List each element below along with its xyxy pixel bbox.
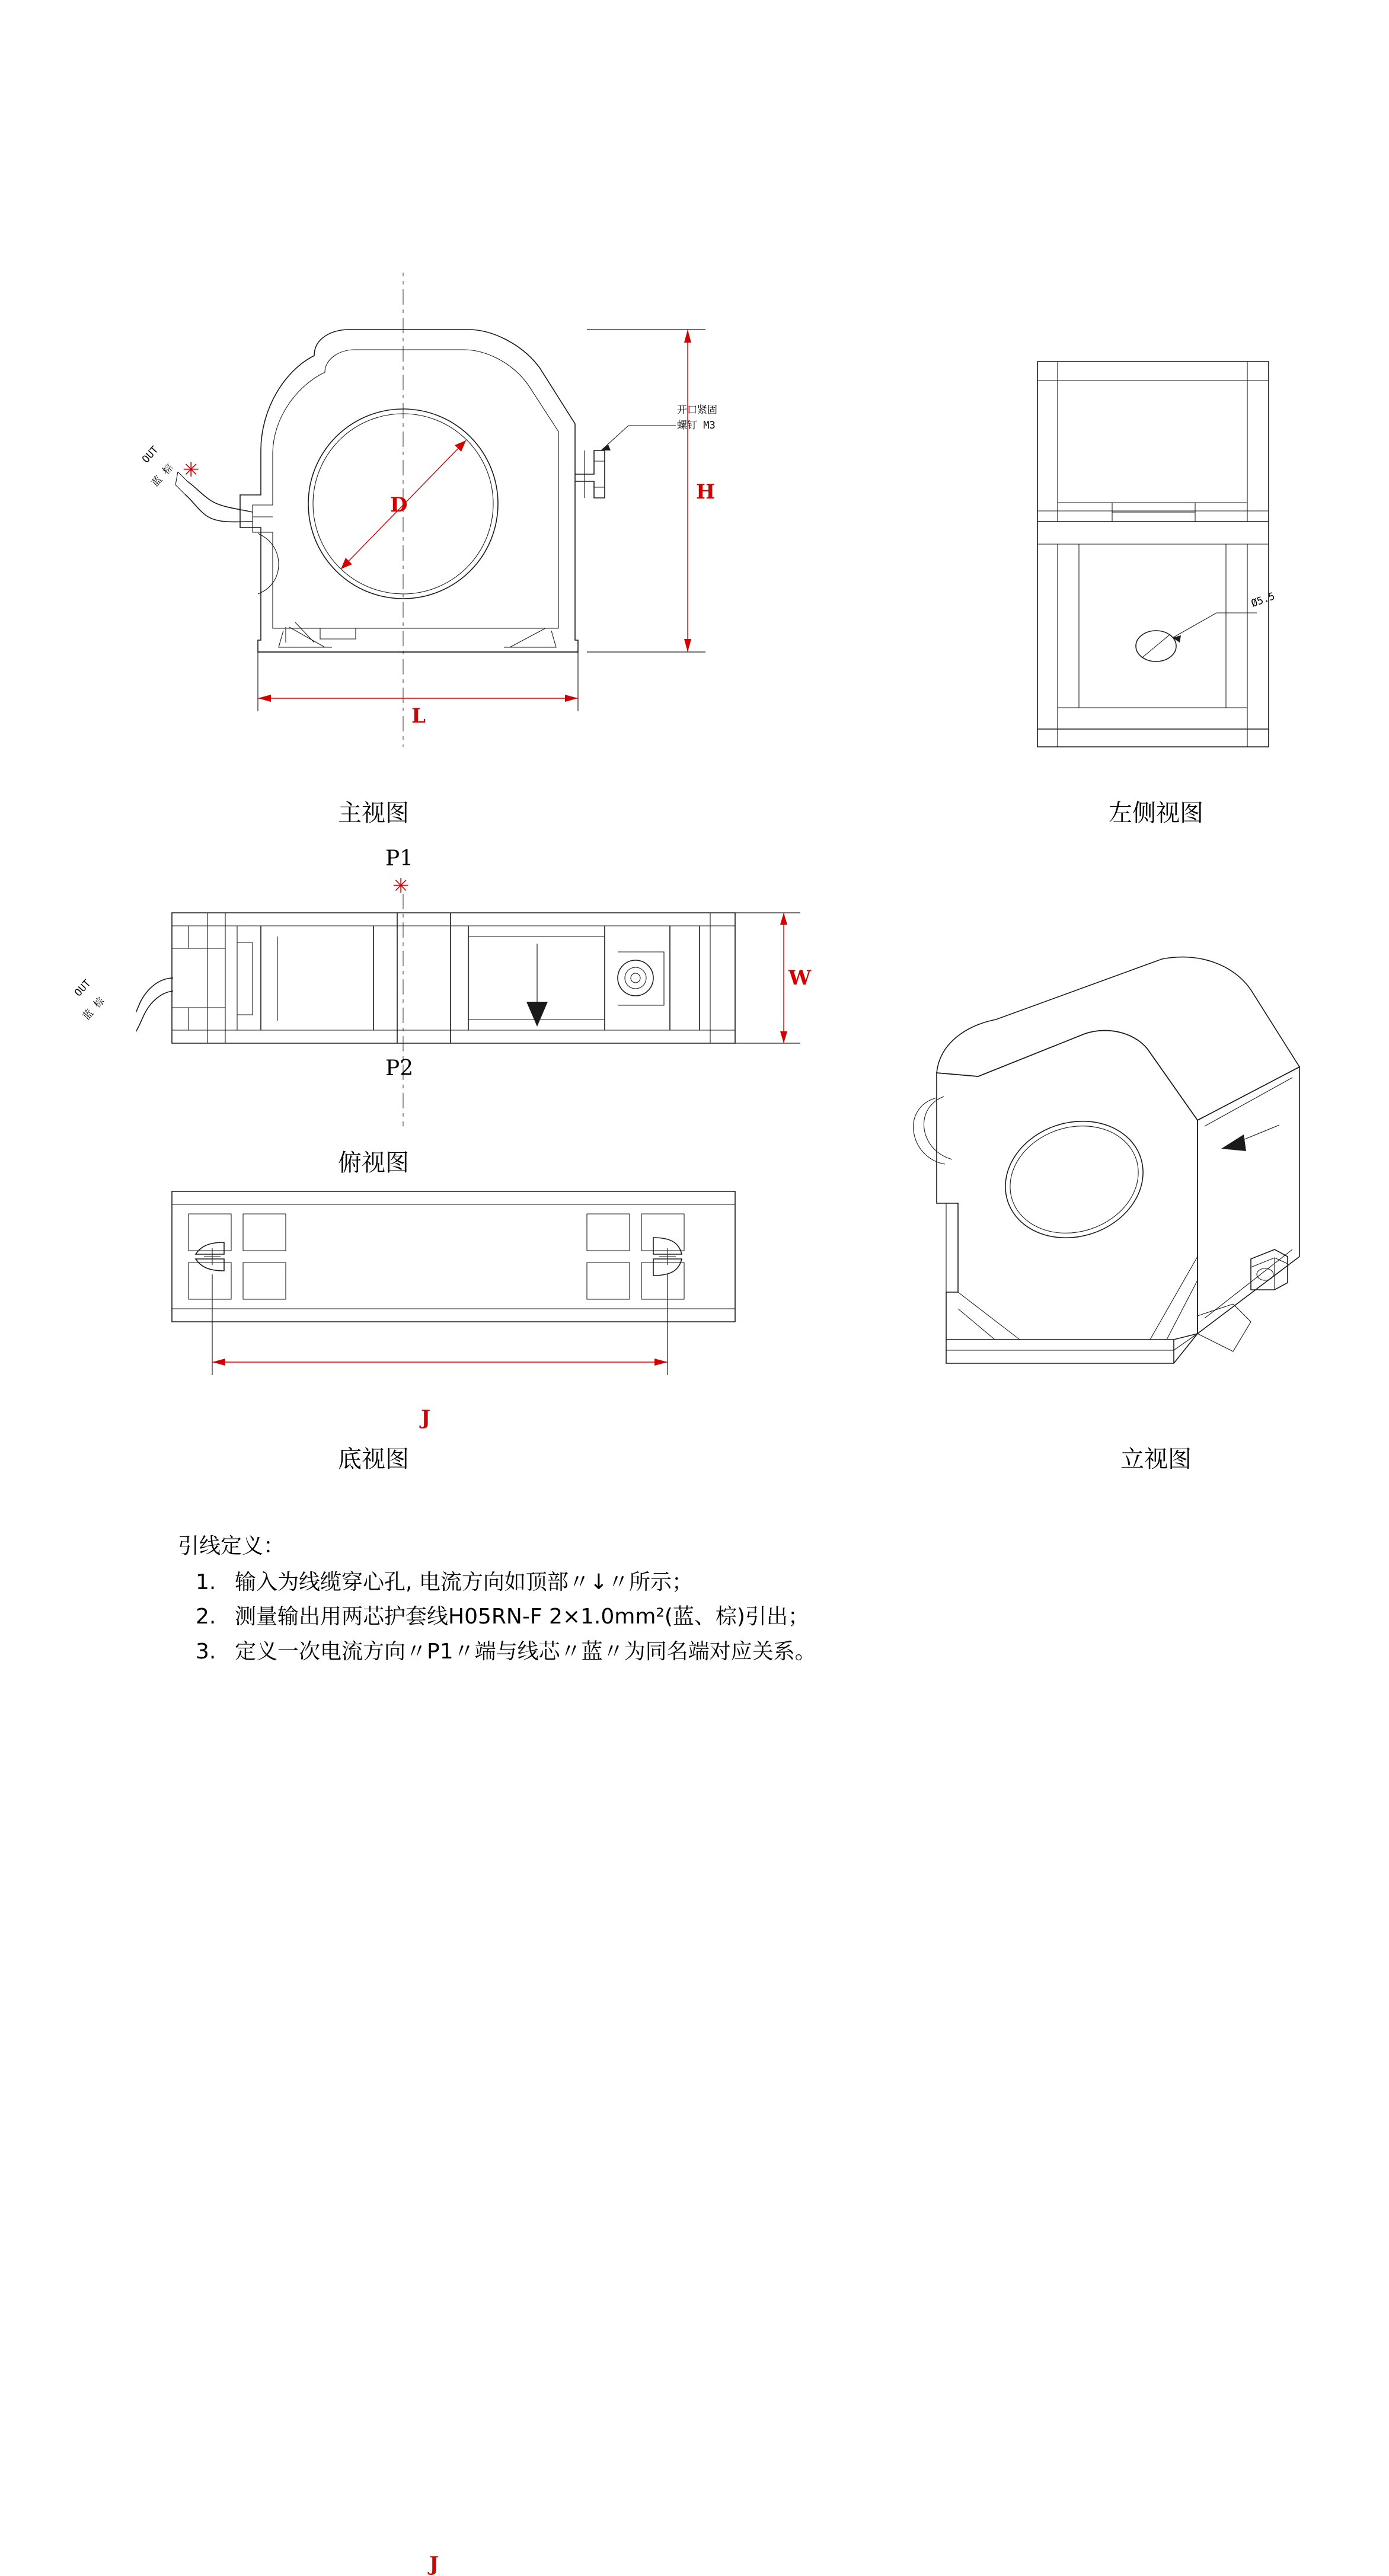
caption-bottom-view: 底视图 <box>338 1446 409 1473</box>
notes-list <box>178 1565 1186 1669</box>
view-top <box>72 846 812 1126</box>
caption-top-view: 俯视图 <box>338 1149 409 1177</box>
note-number-3: 3. <box>196 1639 216 1664</box>
view-front <box>136 273 800 782</box>
top-view-geometry <box>136 889 800 1126</box>
left-side-view-geometry <box>1008 350 1304 765</box>
dimension-label-J: J <box>429 2552 439 2576</box>
note-number-1: 1. <box>196 1570 216 1594</box>
bottom-view-geometry <box>136 1185 800 1434</box>
note-number-2: 2. <box>196 1605 216 1629</box>
lead-note-out-front: OUT <box>140 444 161 466</box>
lead-note-out-top: OUT <box>72 977 94 999</box>
notes-block <box>178 1529 1186 1669</box>
lead-note-colors-front: 蓝 棕 <box>149 462 176 490</box>
notes-title: 引线定义： <box>178 1534 285 1558</box>
dimension-label-J-text: J <box>421 1406 431 1430</box>
isometric-view-geometry <box>842 925 1334 1423</box>
lead-note-colors-top: 蓝 棕 <box>81 995 107 1023</box>
note-item-3 <box>196 1635 1186 1669</box>
caption-isometric-view: 立视图 <box>1120 1446 1192 1473</box>
polarity-label-p1: P1 <box>385 846 414 871</box>
view-left-side <box>1008 350 1304 765</box>
view-isometric <box>842 925 1334 1423</box>
dimension-label-W: W <box>788 966 812 990</box>
mounting-hole-note: Ø5.5 <box>1250 590 1277 610</box>
polarity-star-p1: ✳ <box>392 874 410 898</box>
note-text-3: 定义一次电流方向〃P1〃端与线芯〃蓝〃为同名端对应关系。 <box>235 1639 816 1664</box>
note-text-2: 测量输出用两芯护套线H05RN-F 2×1.0mm²(蓝、棕)引出； <box>235 1605 809 1629</box>
note-text-1: 输入为线缆穿心孔, 电流方向如顶部〃↓〃所示； <box>235 1570 694 1594</box>
dimension-label-D: D <box>390 493 408 517</box>
dimension-label-H: H <box>696 480 716 504</box>
note-item-1 <box>196 1565 1186 1600</box>
dimension-label-L: L <box>411 704 426 728</box>
screw-note-line-2: 螺钉 M3 <box>677 420 716 432</box>
caption-left-side-view: 左侧视图 <box>1109 800 1203 827</box>
front-view-geometry <box>136 273 800 782</box>
screw-note-line-1: 开口紧固 <box>677 404 717 416</box>
lead-note-star-front: ✳ <box>183 458 200 482</box>
note-item-2 <box>196 1600 1186 1634</box>
polarity-label-p2: P2 <box>385 1056 414 1081</box>
caption-front-view: 主视图 <box>338 800 409 827</box>
